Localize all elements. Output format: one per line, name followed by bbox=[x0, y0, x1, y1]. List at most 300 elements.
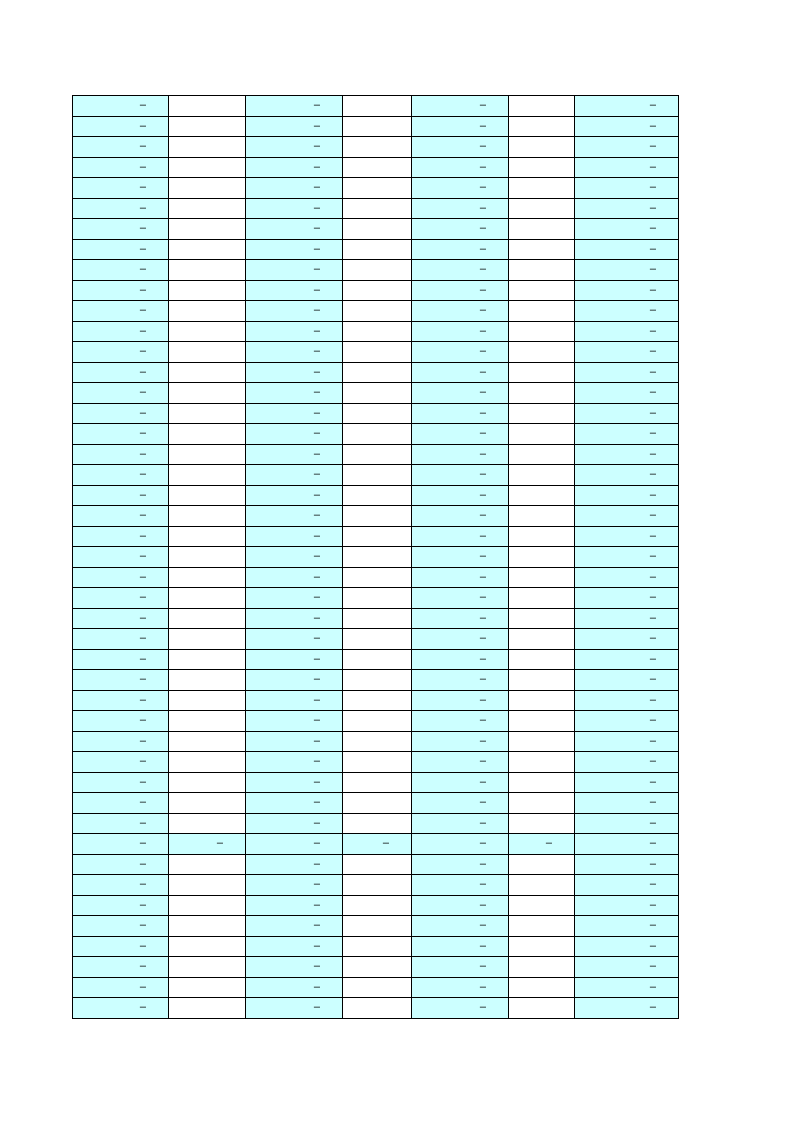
table-cell[interactable]: – bbox=[246, 342, 343, 363]
table-cell[interactable] bbox=[509, 342, 575, 363]
table-cell[interactable] bbox=[343, 711, 412, 732]
table-cell[interactable] bbox=[343, 465, 412, 486]
table-cell[interactable]: – bbox=[246, 649, 343, 670]
table-cell[interactable]: – bbox=[575, 998, 679, 1019]
table-cell[interactable]: – bbox=[412, 260, 509, 281]
table-cell[interactable]: – bbox=[575, 403, 679, 424]
table-cell[interactable]: – bbox=[246, 895, 343, 916]
table-cell[interactable]: – bbox=[73, 219, 169, 240]
table-cell[interactable]: – bbox=[73, 465, 169, 486]
table-cell[interactable]: – bbox=[412, 178, 509, 199]
table-cell[interactable]: – bbox=[575, 670, 679, 691]
table-cell[interactable]: – bbox=[575, 567, 679, 588]
table-cell[interactable]: – bbox=[575, 772, 679, 793]
table-cell[interactable]: – bbox=[73, 342, 169, 363]
table-cell[interactable] bbox=[169, 690, 246, 711]
table-cell[interactable]: – bbox=[73, 137, 169, 158]
table-cell[interactable]: – bbox=[412, 670, 509, 691]
table-cell[interactable] bbox=[509, 260, 575, 281]
table-cell[interactable]: – bbox=[73, 936, 169, 957]
table-cell[interactable]: – bbox=[246, 936, 343, 957]
table-cell[interactable]: – bbox=[412, 301, 509, 322]
table-cell[interactable]: – bbox=[73, 629, 169, 650]
table-cell[interactable] bbox=[169, 793, 246, 814]
table-cell[interactable]: – bbox=[575, 280, 679, 301]
table-cell[interactable]: – bbox=[412, 608, 509, 629]
table-cell[interactable] bbox=[169, 116, 246, 137]
table-cell[interactable] bbox=[169, 342, 246, 363]
table-cell[interactable]: – bbox=[575, 96, 679, 117]
table-cell[interactable]: – bbox=[575, 711, 679, 732]
table-cell[interactable]: – bbox=[412, 752, 509, 773]
table-cell[interactable]: – bbox=[575, 690, 679, 711]
table-cell[interactable]: – bbox=[575, 916, 679, 937]
table-cell[interactable] bbox=[343, 444, 412, 465]
table-cell[interactable]: – bbox=[246, 116, 343, 137]
table-cell[interactable] bbox=[509, 731, 575, 752]
table-cell[interactable] bbox=[343, 362, 412, 383]
table-cell[interactable]: – bbox=[575, 137, 679, 158]
table-cell[interactable]: – bbox=[412, 219, 509, 240]
table-cell[interactable]: – bbox=[412, 977, 509, 998]
table-cell[interactable]: – bbox=[246, 690, 343, 711]
table-cell[interactable]: – bbox=[412, 403, 509, 424]
table-cell[interactable] bbox=[343, 321, 412, 342]
table-cell[interactable]: – bbox=[412, 998, 509, 1019]
table-cell[interactable] bbox=[509, 813, 575, 834]
table-cell[interactable] bbox=[509, 157, 575, 178]
table-cell[interactable] bbox=[343, 301, 412, 322]
table-cell[interactable]: – bbox=[412, 383, 509, 404]
table-cell[interactable]: – bbox=[575, 649, 679, 670]
table-cell[interactable]: – bbox=[246, 752, 343, 773]
table-cell[interactable]: – bbox=[412, 649, 509, 670]
table-cell[interactable]: – bbox=[412, 936, 509, 957]
table-cell[interactable] bbox=[169, 567, 246, 588]
table-cell[interactable]: – bbox=[412, 444, 509, 465]
table-cell[interactable]: – bbox=[73, 198, 169, 219]
table-cell[interactable]: – bbox=[73, 834, 169, 855]
table-cell[interactable]: – bbox=[412, 772, 509, 793]
table-cell[interactable] bbox=[169, 649, 246, 670]
table-cell[interactable] bbox=[509, 711, 575, 732]
table-cell[interactable] bbox=[169, 547, 246, 568]
table-cell[interactable] bbox=[509, 403, 575, 424]
table-cell[interactable]: – bbox=[575, 936, 679, 957]
table-cell[interactable]: – bbox=[246, 280, 343, 301]
table-cell[interactable] bbox=[343, 772, 412, 793]
table-cell[interactable] bbox=[509, 998, 575, 1019]
table-cell[interactable]: – bbox=[246, 998, 343, 1019]
table-cell[interactable] bbox=[169, 731, 246, 752]
table-cell[interactable]: – bbox=[73, 383, 169, 404]
table-cell[interactable]: – bbox=[73, 96, 169, 117]
table-cell[interactable] bbox=[169, 977, 246, 998]
table-cell[interactable] bbox=[169, 957, 246, 978]
table-cell[interactable] bbox=[509, 239, 575, 260]
table-cell[interactable] bbox=[509, 690, 575, 711]
table-cell[interactable] bbox=[343, 977, 412, 998]
table-cell[interactable] bbox=[343, 239, 412, 260]
table-cell[interactable] bbox=[343, 608, 412, 629]
table-cell[interactable] bbox=[509, 854, 575, 875]
table-cell[interactable]: – bbox=[412, 96, 509, 117]
table-cell[interactable] bbox=[169, 485, 246, 506]
table-cell[interactable]: – bbox=[575, 731, 679, 752]
table-cell[interactable]: – bbox=[246, 957, 343, 978]
table-cell[interactable] bbox=[343, 424, 412, 445]
table-cell[interactable] bbox=[343, 752, 412, 773]
table-cell[interactable]: – bbox=[412, 137, 509, 158]
table-cell[interactable]: – bbox=[73, 485, 169, 506]
table-cell[interactable]: – bbox=[73, 157, 169, 178]
table-cell[interactable]: – bbox=[73, 916, 169, 937]
table-cell[interactable]: – bbox=[73, 711, 169, 732]
table-cell[interactable]: – bbox=[575, 854, 679, 875]
table-cell[interactable]: – bbox=[246, 772, 343, 793]
table-cell[interactable]: – bbox=[412, 239, 509, 260]
table-cell[interactable]: – bbox=[343, 834, 412, 855]
table-cell[interactable]: – bbox=[575, 957, 679, 978]
table-cell[interactable]: – bbox=[246, 424, 343, 445]
table-cell[interactable]: – bbox=[575, 485, 679, 506]
table-cell[interactable]: – bbox=[575, 178, 679, 199]
table-cell[interactable]: – bbox=[246, 629, 343, 650]
table-cell[interactable] bbox=[343, 526, 412, 547]
table-cell[interactable]: – bbox=[73, 649, 169, 670]
table-cell[interactable] bbox=[169, 280, 246, 301]
table-cell[interactable]: – bbox=[575, 424, 679, 445]
table-cell[interactable] bbox=[509, 465, 575, 486]
table-cell[interactable]: – bbox=[575, 383, 679, 404]
table-cell[interactable] bbox=[509, 96, 575, 117]
table-cell[interactable]: – bbox=[412, 485, 509, 506]
table-cell[interactable]: – bbox=[169, 834, 246, 855]
table-cell[interactable]: – bbox=[73, 403, 169, 424]
table-cell[interactable] bbox=[169, 895, 246, 916]
table-cell[interactable] bbox=[509, 567, 575, 588]
table-cell[interactable] bbox=[509, 649, 575, 670]
table-cell[interactable]: – bbox=[575, 506, 679, 527]
table-cell[interactable]: – bbox=[246, 854, 343, 875]
table-cell[interactable]: – bbox=[412, 854, 509, 875]
table-cell[interactable]: – bbox=[412, 711, 509, 732]
table-cell[interactable]: – bbox=[412, 875, 509, 896]
table-cell[interactable] bbox=[169, 178, 246, 199]
table-cell[interactable] bbox=[343, 629, 412, 650]
table-cell[interactable]: – bbox=[246, 875, 343, 896]
table-cell[interactable]: – bbox=[575, 629, 679, 650]
table-cell[interactable] bbox=[343, 875, 412, 896]
table-cell[interactable]: – bbox=[246, 731, 343, 752]
table-cell[interactable] bbox=[343, 731, 412, 752]
table-cell[interactable]: – bbox=[246, 403, 343, 424]
table-cell[interactable] bbox=[343, 588, 412, 609]
table-cell[interactable]: – bbox=[412, 834, 509, 855]
table-cell[interactable]: – bbox=[575, 342, 679, 363]
table-cell[interactable]: – bbox=[412, 506, 509, 527]
table-cell[interactable]: – bbox=[73, 424, 169, 445]
table-cell[interactable] bbox=[343, 485, 412, 506]
table-cell[interactable]: – bbox=[246, 362, 343, 383]
table-cell[interactable] bbox=[169, 444, 246, 465]
table-cell[interactable] bbox=[343, 854, 412, 875]
table-cell[interactable]: – bbox=[575, 219, 679, 240]
table-cell[interactable]: – bbox=[246, 96, 343, 117]
table-cell[interactable]: – bbox=[73, 854, 169, 875]
table-cell[interactable] bbox=[169, 526, 246, 547]
table-cell[interactable] bbox=[509, 977, 575, 998]
table-cell[interactable]: – bbox=[246, 506, 343, 527]
table-cell[interactable]: – bbox=[73, 977, 169, 998]
table-cell[interactable] bbox=[343, 260, 412, 281]
table-cell[interactable]: – bbox=[575, 362, 679, 383]
table-cell[interactable] bbox=[169, 301, 246, 322]
table-cell[interactable] bbox=[509, 608, 575, 629]
table-cell[interactable] bbox=[509, 116, 575, 137]
table-cell[interactable] bbox=[343, 916, 412, 937]
table-cell[interactable]: – bbox=[73, 772, 169, 793]
table-cell[interactable] bbox=[169, 608, 246, 629]
table-cell[interactable] bbox=[169, 362, 246, 383]
table-cell[interactable] bbox=[343, 813, 412, 834]
table-cell[interactable]: – bbox=[73, 260, 169, 281]
table-cell[interactable]: – bbox=[73, 731, 169, 752]
table-cell[interactable] bbox=[509, 198, 575, 219]
table-cell[interactable] bbox=[343, 506, 412, 527]
table-cell[interactable]: – bbox=[73, 567, 169, 588]
table-cell[interactable]: – bbox=[575, 895, 679, 916]
table-cell[interactable] bbox=[169, 813, 246, 834]
table-cell[interactable] bbox=[169, 670, 246, 691]
table-cell[interactable]: – bbox=[412, 280, 509, 301]
table-cell[interactable]: – bbox=[73, 239, 169, 260]
table-cell[interactable]: – bbox=[412, 690, 509, 711]
table-cell[interactable]: – bbox=[575, 301, 679, 322]
table-cell[interactable]: – bbox=[246, 813, 343, 834]
table-cell[interactable]: – bbox=[73, 506, 169, 527]
table-cell[interactable]: – bbox=[575, 465, 679, 486]
table-cell[interactable]: – bbox=[73, 752, 169, 773]
table-cell[interactable]: – bbox=[575, 977, 679, 998]
table-cell[interactable] bbox=[169, 137, 246, 158]
table-cell[interactable] bbox=[343, 567, 412, 588]
table-cell[interactable]: – bbox=[412, 547, 509, 568]
table-cell[interactable]: – bbox=[246, 916, 343, 937]
table-cell[interactable]: – bbox=[246, 301, 343, 322]
table-cell[interactable] bbox=[509, 793, 575, 814]
table-cell[interactable] bbox=[343, 936, 412, 957]
table-cell[interactable] bbox=[343, 342, 412, 363]
table-cell[interactable] bbox=[169, 875, 246, 896]
table-cell[interactable] bbox=[509, 424, 575, 445]
table-cell[interactable] bbox=[169, 403, 246, 424]
table-cell[interactable]: – bbox=[73, 362, 169, 383]
table-cell[interactable]: – bbox=[575, 239, 679, 260]
table-cell[interactable]: – bbox=[246, 588, 343, 609]
table-cell[interactable] bbox=[509, 178, 575, 199]
table-cell[interactable]: – bbox=[246, 157, 343, 178]
table-cell[interactable]: – bbox=[575, 444, 679, 465]
table-cell[interactable]: – bbox=[509, 834, 575, 855]
table-cell[interactable] bbox=[169, 239, 246, 260]
table-cell[interactable] bbox=[343, 96, 412, 117]
table-cell[interactable]: – bbox=[412, 157, 509, 178]
table-cell[interactable] bbox=[509, 772, 575, 793]
table-cell[interactable]: – bbox=[73, 280, 169, 301]
table-cell[interactable]: – bbox=[412, 465, 509, 486]
table-cell[interactable] bbox=[509, 321, 575, 342]
table-cell[interactable]: – bbox=[412, 424, 509, 445]
table-cell[interactable]: – bbox=[73, 444, 169, 465]
table-cell[interactable] bbox=[509, 485, 575, 506]
table-cell[interactable]: – bbox=[575, 793, 679, 814]
table-cell[interactable]: – bbox=[246, 793, 343, 814]
table-cell[interactable]: – bbox=[246, 137, 343, 158]
table-cell[interactable]: – bbox=[412, 895, 509, 916]
table-cell[interactable] bbox=[343, 895, 412, 916]
table-cell[interactable]: – bbox=[246, 383, 343, 404]
table-cell[interactable] bbox=[343, 137, 412, 158]
table-cell[interactable]: – bbox=[246, 465, 343, 486]
table-cell[interactable] bbox=[169, 465, 246, 486]
table-cell[interactable] bbox=[169, 506, 246, 527]
table-cell[interactable] bbox=[343, 547, 412, 568]
table-cell[interactable] bbox=[169, 588, 246, 609]
table-cell[interactable] bbox=[343, 198, 412, 219]
table-cell[interactable]: – bbox=[73, 301, 169, 322]
table-cell[interactable]: – bbox=[575, 260, 679, 281]
table-cell[interactable]: – bbox=[73, 690, 169, 711]
table-cell[interactable] bbox=[343, 157, 412, 178]
table-cell[interactable] bbox=[509, 629, 575, 650]
table-cell[interactable] bbox=[509, 506, 575, 527]
table-cell[interactable]: – bbox=[575, 608, 679, 629]
table-cell[interactable] bbox=[509, 301, 575, 322]
table-cell[interactable]: – bbox=[575, 588, 679, 609]
table-cell[interactable] bbox=[169, 198, 246, 219]
table-cell[interactable] bbox=[343, 383, 412, 404]
table-cell[interactable] bbox=[169, 916, 246, 937]
table-cell[interactable]: – bbox=[412, 198, 509, 219]
table-cell[interactable]: – bbox=[73, 116, 169, 137]
table-cell[interactable]: – bbox=[412, 957, 509, 978]
table-cell[interactable]: – bbox=[246, 567, 343, 588]
table-cell[interactable]: – bbox=[73, 526, 169, 547]
table-cell[interactable]: – bbox=[73, 875, 169, 896]
table-cell[interactable]: – bbox=[412, 629, 509, 650]
table-cell[interactable] bbox=[509, 875, 575, 896]
table-cell[interactable]: – bbox=[412, 731, 509, 752]
table-cell[interactable] bbox=[509, 670, 575, 691]
table-cell[interactable] bbox=[169, 96, 246, 117]
table-cell[interactable] bbox=[169, 157, 246, 178]
table-cell[interactable] bbox=[343, 116, 412, 137]
table-cell[interactable]: – bbox=[246, 239, 343, 260]
table-cell[interactable] bbox=[509, 280, 575, 301]
table-cell[interactable]: – bbox=[246, 485, 343, 506]
table-cell[interactable]: – bbox=[246, 670, 343, 691]
table-cell[interactable]: – bbox=[575, 526, 679, 547]
table-cell[interactable] bbox=[343, 793, 412, 814]
table-cell[interactable]: – bbox=[246, 260, 343, 281]
table-cell[interactable] bbox=[509, 752, 575, 773]
table-cell[interactable]: – bbox=[246, 834, 343, 855]
table-cell[interactable]: – bbox=[246, 608, 343, 629]
table-cell[interactable] bbox=[509, 895, 575, 916]
table-cell[interactable] bbox=[169, 260, 246, 281]
table-cell[interactable] bbox=[509, 383, 575, 404]
table-cell[interactable] bbox=[509, 916, 575, 937]
table-cell[interactable] bbox=[343, 219, 412, 240]
table-cell[interactable]: – bbox=[246, 198, 343, 219]
table-cell[interactable] bbox=[169, 854, 246, 875]
table-cell[interactable] bbox=[343, 178, 412, 199]
table-cell[interactable]: – bbox=[73, 670, 169, 691]
table-cell[interactable] bbox=[343, 649, 412, 670]
table-cell[interactable] bbox=[509, 588, 575, 609]
table-cell[interactable]: – bbox=[412, 362, 509, 383]
table-cell[interactable]: – bbox=[412, 916, 509, 937]
table-cell[interactable] bbox=[509, 444, 575, 465]
table-cell[interactable] bbox=[343, 670, 412, 691]
table-cell[interactable]: – bbox=[246, 711, 343, 732]
table-cell[interactable] bbox=[169, 219, 246, 240]
table-cell[interactable] bbox=[169, 321, 246, 342]
table-cell[interactable]: – bbox=[575, 834, 679, 855]
table-cell[interactable]: – bbox=[575, 116, 679, 137]
table-cell[interactable]: – bbox=[73, 321, 169, 342]
table-cell[interactable] bbox=[343, 957, 412, 978]
table-cell[interactable]: – bbox=[73, 793, 169, 814]
table-cell[interactable]: – bbox=[73, 588, 169, 609]
table-cell[interactable]: – bbox=[412, 588, 509, 609]
table-cell[interactable]: – bbox=[575, 813, 679, 834]
table-cell[interactable] bbox=[343, 690, 412, 711]
table-cell[interactable] bbox=[509, 526, 575, 547]
table-cell[interactable]: – bbox=[575, 321, 679, 342]
table-cell[interactable] bbox=[169, 998, 246, 1019]
table-cell[interactable] bbox=[343, 280, 412, 301]
table-cell[interactable]: – bbox=[246, 547, 343, 568]
table-cell[interactable] bbox=[343, 403, 412, 424]
table-cell[interactable]: – bbox=[246, 178, 343, 199]
table-cell[interactable]: – bbox=[412, 567, 509, 588]
table-cell[interactable]: – bbox=[246, 219, 343, 240]
table-cell[interactable] bbox=[169, 629, 246, 650]
table-cell[interactable] bbox=[169, 383, 246, 404]
table-cell[interactable]: – bbox=[412, 526, 509, 547]
table-cell[interactable]: – bbox=[575, 752, 679, 773]
table-cell[interactable]: – bbox=[575, 198, 679, 219]
table-cell[interactable]: – bbox=[412, 342, 509, 363]
table-cell[interactable]: – bbox=[246, 321, 343, 342]
table-cell[interactable]: – bbox=[246, 444, 343, 465]
table-cell[interactable] bbox=[343, 998, 412, 1019]
table-cell[interactable] bbox=[169, 772, 246, 793]
table-cell[interactable] bbox=[169, 752, 246, 773]
table-cell[interactable]: – bbox=[412, 116, 509, 137]
table-cell[interactable]: – bbox=[412, 321, 509, 342]
table-cell[interactable] bbox=[509, 219, 575, 240]
table-cell[interactable]: – bbox=[73, 998, 169, 1019]
table-cell[interactable]: – bbox=[412, 793, 509, 814]
table-cell[interactable] bbox=[509, 957, 575, 978]
table-cell[interactable]: – bbox=[575, 875, 679, 896]
table-cell[interactable] bbox=[509, 547, 575, 568]
table-cell[interactable] bbox=[509, 362, 575, 383]
table-cell[interactable] bbox=[509, 936, 575, 957]
